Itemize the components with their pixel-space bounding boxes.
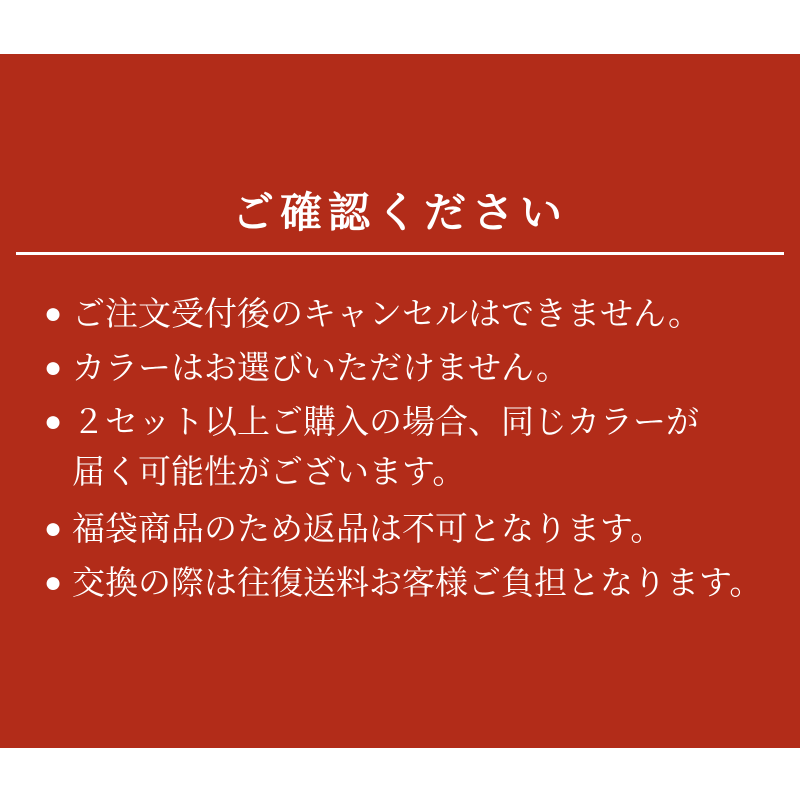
list-item-text: 交換の際は往復送料お客様ご負担となります。 (72, 564, 763, 601)
notice-title: ご確認ください (231, 189, 568, 236)
list-item-text: 福袋商品のため返品は不可となります。 (72, 510, 664, 547)
list-item-text: ご注文受付後のキャンセルはできません。 (72, 295, 701, 332)
list-item-text: 届く可能性がございます。 (72, 453, 466, 490)
list-item (44, 557, 792, 608)
list-item (44, 288, 792, 339)
list-item (44, 503, 792, 554)
list-item-text: カラーはお選びいただけません。 (72, 349, 569, 386)
list-item (44, 342, 792, 393)
notice-list (0, 288, 800, 608)
bullet-icon: ● (44, 351, 63, 384)
list-item (44, 396, 792, 447)
bullet-icon: ● (44, 405, 63, 438)
list-item-continuation (44, 446, 792, 497)
bullet-icon: ● (44, 566, 63, 599)
list-item-text: ２セット以上ご購入の場合、同じカラーが (72, 403, 699, 440)
notice-panel (0, 54, 800, 748)
bullet-icon: ● (44, 297, 63, 330)
title-divider (16, 252, 784, 255)
bullet-icon: ● (44, 512, 63, 545)
